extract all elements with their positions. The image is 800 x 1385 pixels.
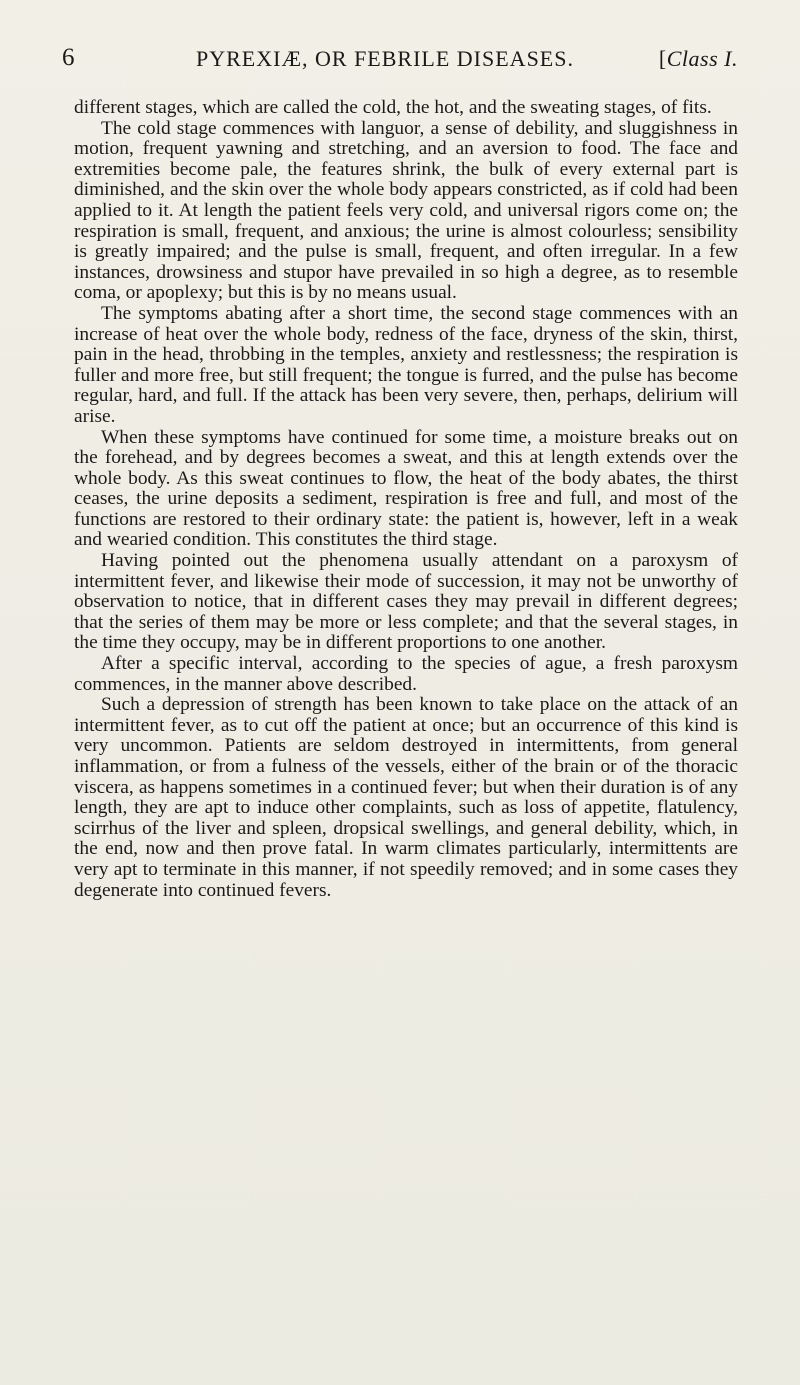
paragraph-phenomena: Having pointed out the phenomena usually attendant on a paroxysm of intermittent fever, and likewise their mode of succession, it may not be unworthy of observation to notice, that in different cases they may prevail in different degrees; that the series of them may be more or less complete; and that the several stages, in the time they occupy, may be in different proportions to one another. [74, 550, 738, 654]
body-text [74, 98, 738, 901]
running-head [62, 44, 738, 78]
running-title: PYREXIÆ, OR FEBRILE DISEASES. [196, 46, 574, 71]
paragraph-third-stage: When these symptoms have continued for some time, a moisture breaks out on the forehead, and by degrees becomes a sweat, and this at length extends over the whole body. As this sweat continues to flow, the heat of the body abates, the thirst ceases, the urine deposits a sediment, respiration is free and full, and most of the functions are restored to their ordinary state: the patient is, however, left in a weak and wearied condition. This constitutes the third stage. [74, 426, 738, 551]
paragraph-second-stage: The symptoms abating after a short time, the second stage commences with an increase of heat over the whole body, redness of the face, dryness of the skin, thirst, pain in the head, throbbing in the temples, anxiety and restlessness; the respiration is fuller and more free, but still frequent; the tongue is furred, and the pulse has become regular, hard, and full. If the attack has been very severe, then, perhaps, delirium will arise. [74, 302, 738, 427]
paragraph-depression: Such a depression of strength has been known to take place on the attack of an intermittent fever, as to cut off the patient at once; but an occurrence of this kind is very uncommon. Patients are seldom destroyed in intermittents, from general inflammation, or from a fulness of the vessels, either of the brain or of the thoracic viscera, as happens sometimes in a continued fever; but when their duration is of any length, they are apt to induce other complaints, such as loss of appetite, flatulency, scirrhus of the liver and spleen, dropsical swellings, and general debility, which, in the end, now and then prove fatal. In warm climates particularly, intermittents are very apt to terminate in this manner, if not speedily removed; and in some cases they degenerate into continued fevers. [74, 694, 738, 901]
class-reference [659, 46, 738, 72]
paragraph-cold-stage: The cold stage commences with languor, a sense of debility, and sluggishness in motion, frequent yawning and stretching, and an aversion to food. The face and extremities become pale, the features shrink, the bulk of every external part is diminished, and the skin over the whole body appears constricted, as if cold had been applied to it. At length the patient feels very cold, and universal rigors come on; the respiration is small, frequent, and anxious; the urine is almost colourless; sensibility is greatly impaired; and the pulse is small, frequent, and often irregular. In a few instances, drowsiness and stupor have prevailed in so high a degree, as to resemble coma, or apoplexy; but this is by no means usual. [74, 117, 738, 304]
paragraph-continued: different stages, which are called the cold, the hot, and the sweating stages, of fits. [74, 97, 712, 118]
page-number: 6 [62, 44, 75, 71]
class-label: Class I. [666, 46, 738, 71]
class-bracket: [ [658, 46, 667, 71]
paragraph-interval: After a specific interval, according to the species of ague, a fresh paroxysm commences, in the manner above described. [74, 653, 738, 695]
